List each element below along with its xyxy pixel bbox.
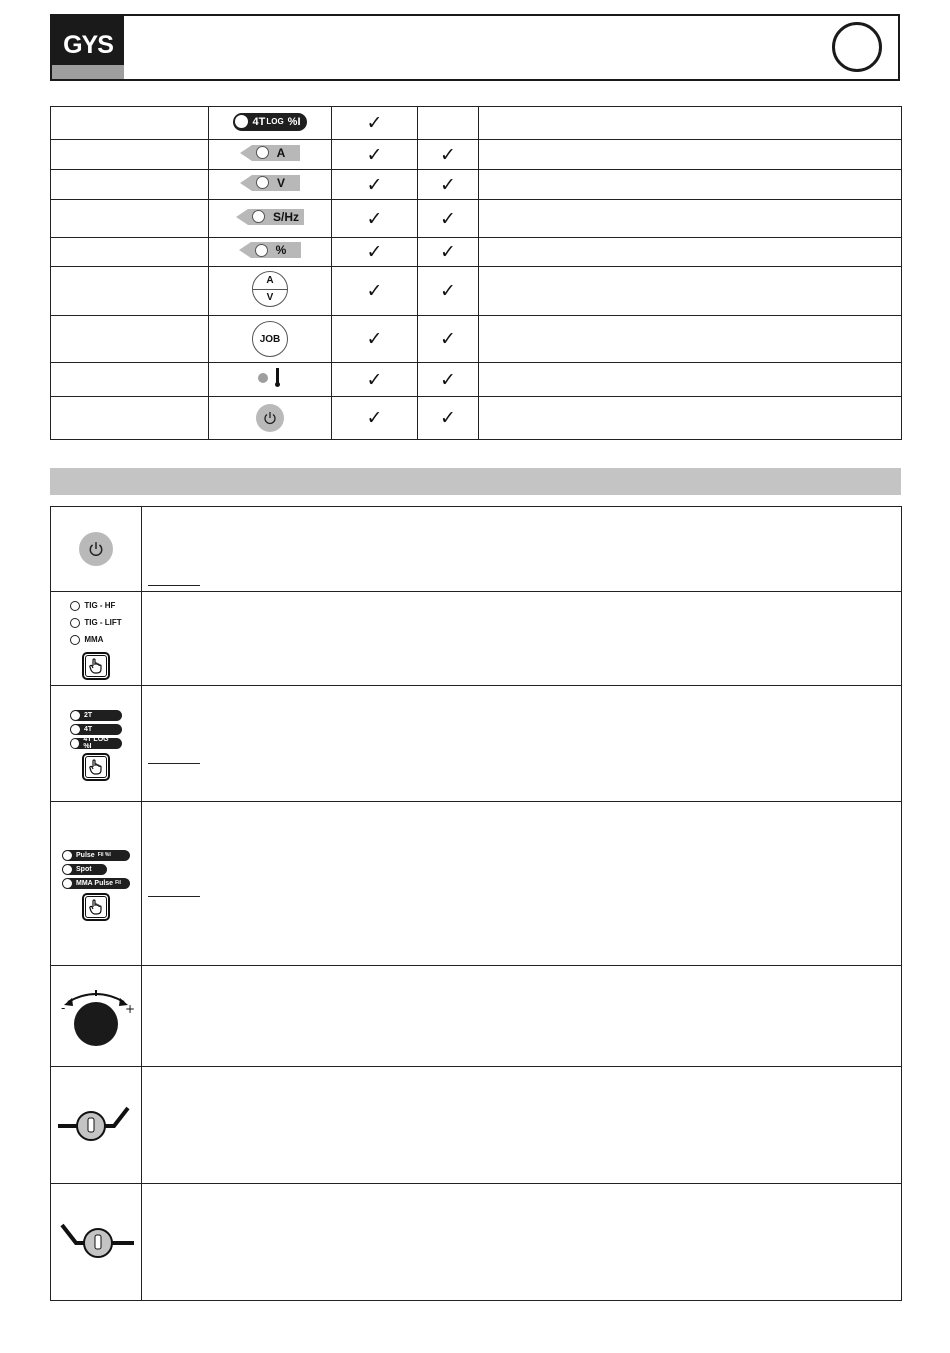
check-cell bbox=[418, 397, 479, 440]
press-button-icon bbox=[82, 652, 110, 680]
symbol-cell bbox=[209, 397, 332, 440]
row-label bbox=[51, 238, 209, 267]
symbol-cell bbox=[209, 107, 332, 140]
check-mark: ✓ bbox=[366, 143, 383, 166]
check-mark: ✓ bbox=[366, 368, 383, 391]
check-mark: ✓ bbox=[440, 368, 456, 391]
table-row bbox=[51, 802, 902, 966]
check-cell bbox=[418, 170, 479, 200]
check-mark: ✓ bbox=[440, 143, 456, 166]
av-toggle-icon: $\frac{A}{V}$ bbox=[252, 271, 288, 307]
description-cell bbox=[479, 267, 902, 316]
icon-cell bbox=[51, 966, 142, 1067]
table-row bbox=[51, 316, 902, 363]
check-mark: ✓ bbox=[366, 280, 383, 302]
icon-cell bbox=[51, 686, 142, 802]
row-label bbox=[51, 140, 209, 170]
check-cell bbox=[418, 140, 479, 170]
row-label bbox=[51, 316, 209, 363]
press-button-icon bbox=[82, 893, 110, 921]
table-row bbox=[51, 238, 902, 267]
check-mark: ✓ bbox=[440, 407, 456, 429]
description-cell bbox=[142, 686, 902, 802]
row-label bbox=[51, 267, 209, 316]
symbol-cell bbox=[209, 267, 332, 316]
check-cell bbox=[332, 267, 418, 316]
symbol-cell bbox=[209, 200, 332, 238]
icon-cell bbox=[51, 1067, 142, 1184]
language-circle bbox=[832, 22, 882, 72]
gas-postflow-icon bbox=[56, 1215, 136, 1265]
description-cell bbox=[479, 107, 902, 140]
table-row bbox=[51, 1184, 902, 1301]
icon-cell bbox=[51, 592, 142, 686]
table-row bbox=[51, 267, 902, 316]
symbol-cell bbox=[209, 140, 332, 170]
pulse-mode-selector: Pulse Fil %I Spot MMA Pulse Fil bbox=[62, 847, 130, 921]
table-row bbox=[51, 1067, 902, 1184]
icon-cell bbox=[51, 1184, 142, 1301]
gas-prepurge-icon bbox=[56, 1098, 136, 1148]
check-cell bbox=[418, 316, 479, 363]
check-mark: ✓ bbox=[366, 407, 383, 429]
trigger-mode-selector: 2T 4T 4T LOG %I bbox=[70, 707, 122, 781]
symbol-cell bbox=[209, 316, 332, 363]
logo-text: GYS bbox=[63, 31, 113, 59]
check-cell bbox=[332, 107, 418, 140]
symbol-cell bbox=[209, 363, 332, 397]
row-label bbox=[51, 107, 209, 140]
logo-band bbox=[52, 65, 124, 79]
check-mark: ✓ bbox=[440, 173, 456, 196]
table-row bbox=[51, 170, 902, 200]
gys-logo bbox=[52, 16, 124, 79]
section-title-bar bbox=[50, 468, 901, 495]
check-cell bbox=[332, 316, 418, 363]
table-row bbox=[51, 107, 902, 140]
volt-symbol: V bbox=[252, 175, 300, 191]
icon-cell bbox=[51, 507, 142, 592]
check-mark: ✓ bbox=[440, 207, 456, 230]
power-button-icon bbox=[79, 532, 113, 566]
table-row bbox=[51, 140, 902, 170]
row-label bbox=[51, 397, 209, 440]
table-row bbox=[51, 686, 902, 802]
adjustment-knob-icon bbox=[56, 978, 136, 1050]
description-cell bbox=[479, 238, 902, 267]
percent-symbol: % bbox=[251, 242, 302, 258]
process-mode-selector: TIG - HF TIG - LIFT MMA bbox=[70, 597, 121, 680]
description-cell bbox=[142, 592, 902, 686]
description-cell bbox=[479, 397, 902, 440]
check-cell bbox=[418, 267, 479, 316]
check-cell bbox=[418, 363, 479, 397]
table-row bbox=[51, 966, 902, 1067]
function-table bbox=[50, 106, 902, 440]
power-icon bbox=[256, 404, 284, 432]
svg-text:-: - bbox=[61, 1000, 66, 1015]
description-cell bbox=[479, 140, 902, 170]
job-icon: JOB bbox=[252, 321, 288, 357]
check-mark: ✓ bbox=[366, 241, 383, 263]
description-cell bbox=[142, 507, 902, 592]
check-mark: ✓ bbox=[440, 280, 456, 302]
thermometer-icon bbox=[257, 366, 283, 388]
check-cell bbox=[418, 238, 479, 267]
check-cell bbox=[332, 200, 418, 238]
check-mark: ✓ bbox=[366, 112, 383, 134]
check-mark: ✓ bbox=[366, 173, 383, 196]
table-row bbox=[51, 592, 902, 686]
description-cell bbox=[142, 802, 902, 966]
page-header bbox=[50, 14, 900, 81]
svg-text:+: + bbox=[125, 1001, 136, 1016]
table-row bbox=[51, 507, 902, 592]
check-cell-empty bbox=[418, 107, 479, 140]
icon-cell bbox=[51, 802, 142, 966]
check-cell bbox=[332, 397, 418, 440]
shz-symbol: S/Hz bbox=[248, 209, 304, 225]
check-mark: ✓ bbox=[366, 328, 383, 350]
symbol-cell bbox=[209, 170, 332, 200]
description-cell bbox=[479, 363, 902, 397]
description-cell bbox=[142, 1067, 902, 1184]
4tlog-symbol: 4T LOG %I bbox=[233, 113, 306, 131]
check-cell bbox=[332, 363, 418, 397]
table-row bbox=[51, 200, 902, 238]
amp-symbol: A bbox=[252, 145, 301, 161]
check-cell bbox=[332, 238, 418, 267]
table-row bbox=[51, 363, 902, 397]
check-mark: ✓ bbox=[440, 328, 456, 350]
description-cell bbox=[479, 316, 902, 363]
row-label bbox=[51, 200, 209, 238]
row-label bbox=[51, 170, 209, 200]
check-cell bbox=[332, 170, 418, 200]
description-cell bbox=[142, 966, 902, 1067]
description-cell bbox=[479, 170, 902, 200]
table-row bbox=[51, 397, 902, 440]
symbol-cell bbox=[209, 238, 332, 267]
row-label bbox=[51, 363, 209, 397]
check-cell bbox=[332, 140, 418, 170]
press-button-icon bbox=[82, 753, 110, 781]
description-cell bbox=[479, 200, 902, 238]
check-mark: ✓ bbox=[440, 241, 456, 263]
description-cell bbox=[142, 1184, 902, 1301]
check-cell bbox=[418, 200, 479, 238]
controls-table bbox=[50, 506, 902, 1301]
check-mark: ✓ bbox=[366, 207, 383, 230]
